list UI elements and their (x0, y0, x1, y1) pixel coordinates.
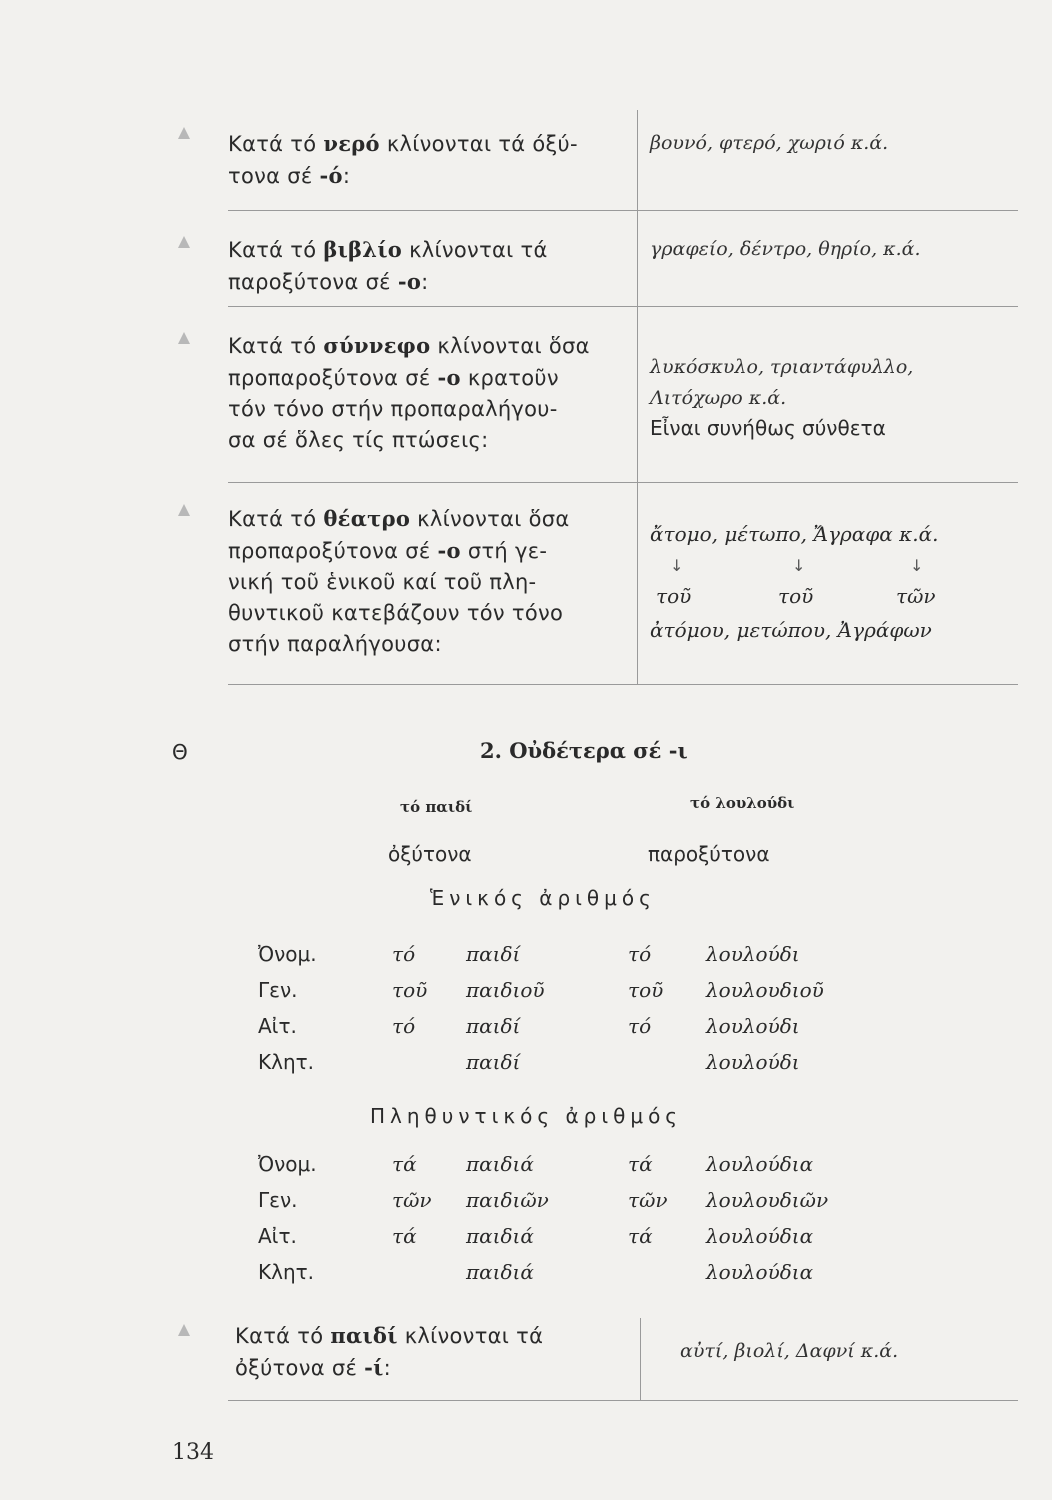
triangle-marker-icon (178, 1324, 190, 1336)
arrow-down-icon: ↓ (792, 556, 806, 575)
table-cell-case: Αἰτ. (258, 1014, 297, 1038)
table-cell-w2: λουλουδιῶν (706, 1188, 829, 1212)
table-cell-w1: παιδιά (466, 1152, 534, 1176)
table-cell-w2: λουλούδια (706, 1152, 814, 1176)
table-cell-a1: τό (392, 1014, 416, 1038)
example-word-2: τό λουλούδι (690, 794, 795, 812)
arrow-down-icon: ↓ (670, 556, 684, 575)
rule-line: θυντικοῦ κατεβάζουν τόν τόνο (228, 601, 564, 625)
table-cell-case: Κλητ. (258, 1260, 315, 1284)
table-cell-case: Αἰτ. (258, 1224, 297, 1248)
rule-example-3-note: Εἶναι συνήθως σύνθετα (650, 416, 886, 440)
rule-line: Κατά τό βιβλίο κλίνονται τά (228, 237, 548, 262)
rule-example-4-article-2: τοῦ (778, 584, 814, 608)
table-cell-case: Ὀνομ. (258, 1152, 317, 1176)
table-cell-w1: παιδί (466, 1014, 521, 1038)
rule-line: νική τοῦ ἑνικοῦ καί τοῦ πλη- (228, 570, 537, 594)
triangle-marker-icon (178, 127, 190, 139)
rule-line: Κατά τό θέατρο κλίνονται ὅσα (228, 506, 570, 531)
rule-text-3 (228, 330, 628, 456)
divider (228, 684, 1018, 685)
rule-line: παροξύτονα σέ -ο: (228, 269, 429, 294)
column-divider (637, 110, 638, 685)
rule-example-4-article-3: τῶν (896, 584, 936, 608)
table-cell-a2: τά (628, 1152, 653, 1176)
rule-text-5 (235, 1320, 635, 1384)
rule-example-4-top: ἄτομο, μέτωπο, Ἄγραφα κ.ά. (650, 522, 939, 546)
triangle-marker-icon (178, 332, 190, 344)
table-cell-a2: τῶν (628, 1188, 668, 1212)
table-cell-a2: τοῦ (628, 978, 664, 1002)
triangle-marker-icon (178, 504, 190, 516)
rule-line: τονα σέ -ό: (228, 163, 351, 188)
divider (228, 1400, 1018, 1401)
rule-line: στήν παραλήγουσα: (228, 632, 442, 656)
table-cell-w2: λουλούδι (706, 942, 800, 966)
table-cell-w2: λουλουδιοῦ (706, 978, 824, 1002)
rule-line: προπαροξύτονα σέ -ο στή γε- (228, 538, 548, 563)
example-line: λυκόσκυλο, τριαντάφυλλο, (650, 356, 914, 378)
rule-example-5 (680, 1336, 1052, 1367)
rule-example-4-article-1: τοῦ (656, 584, 692, 608)
table-cell-case: Κλητ. (258, 1050, 315, 1074)
rule-line: τόν τόνο στήν προπαραλήγου- (228, 397, 558, 421)
divider (228, 306, 1018, 307)
type-label-2: παροξύτονα (648, 842, 770, 866)
rule-line: προπαροξύτονα σέ -ο κρατοῦν (228, 365, 559, 390)
rule-line: Κατά τό παιδί κλίνονται τά (235, 1323, 544, 1348)
table-cell-w1: παιδί (466, 1050, 521, 1074)
plural-heading: Πληθυντικός ἀριθμός (370, 1104, 683, 1128)
rule-text-1 (228, 128, 628, 192)
column-divider (640, 1318, 641, 1400)
rule-example-4-bottom: ἀτόμου, μετώπου, Ἀγράφων (650, 618, 932, 642)
rule-example-1 (650, 128, 1030, 159)
table-cell-w2: λουλούδια (706, 1260, 814, 1284)
section-marker: Θ (172, 740, 188, 764)
table-cell-a1: τοῦ (392, 978, 428, 1002)
rule-line: σα σέ ὅλες τίς πτώσεις: (228, 428, 489, 452)
singular-heading: Ἑνικός ἀριθμός (430, 886, 656, 910)
table-cell-case: Γεν. (258, 978, 298, 1002)
table-cell-w1: παιδιά (466, 1260, 534, 1284)
section-title: 2. Οὐδέτερα σέ -ι (480, 738, 688, 763)
table-cell-w2: λουλούδι (706, 1014, 800, 1038)
example-line: βουνό, φτερό, χωριό κ.ά. (650, 132, 889, 154)
rule-line: Κατά τό νερό κλίνονται τά όξύ- (228, 131, 578, 156)
example-line: γραφείο, δέντρο, θηρίο, κ.ά. (650, 238, 921, 260)
arrow-down-icon: ↓ (910, 556, 924, 575)
example-line: Λιτόχωρο κ.ά. (650, 387, 787, 409)
table-cell-case: Ὀνομ. (258, 942, 317, 966)
table-cell-a1: τά (392, 1224, 417, 1248)
rule-line: ὀξύτονα σέ -ί: (235, 1355, 391, 1380)
table-cell-w2: λουλούδι (706, 1050, 800, 1074)
table-cell-a2: τό (628, 942, 652, 966)
divider (228, 482, 1018, 483)
type-label-1: ὀξύτονα (388, 842, 472, 866)
table-cell-w1: παιδί (466, 942, 521, 966)
table-cell-a1: τά (392, 1152, 417, 1176)
table-cell-w1: παιδιοῦ (466, 978, 545, 1002)
triangle-marker-icon (178, 236, 190, 248)
rule-text-4 (228, 503, 628, 660)
rule-example-2 (650, 234, 1030, 265)
table-cell-a1: τό (392, 942, 416, 966)
rule-line: Κατά τό σύννεφο κλίνονται ὅσα (228, 333, 590, 358)
table-cell-case: Γεν. (258, 1188, 298, 1212)
divider (228, 210, 1018, 211)
table-cell-w1: παιδιά (466, 1224, 534, 1248)
page-number: 134 (172, 1440, 214, 1465)
rule-example-3 (650, 352, 1030, 414)
table-cell-a1: τῶν (392, 1188, 432, 1212)
example-line: αὐτί, βιολί, Δαφνί κ.ά. (680, 1340, 899, 1362)
example-word-1: τό παιδί (400, 798, 473, 816)
table-cell-a2: τά (628, 1224, 653, 1248)
table-cell-w2: λουλούδια (706, 1224, 814, 1248)
table-cell-a2: τό (628, 1014, 652, 1038)
rule-text-2 (228, 234, 628, 298)
table-cell-w1: παιδιῶν (466, 1188, 549, 1212)
